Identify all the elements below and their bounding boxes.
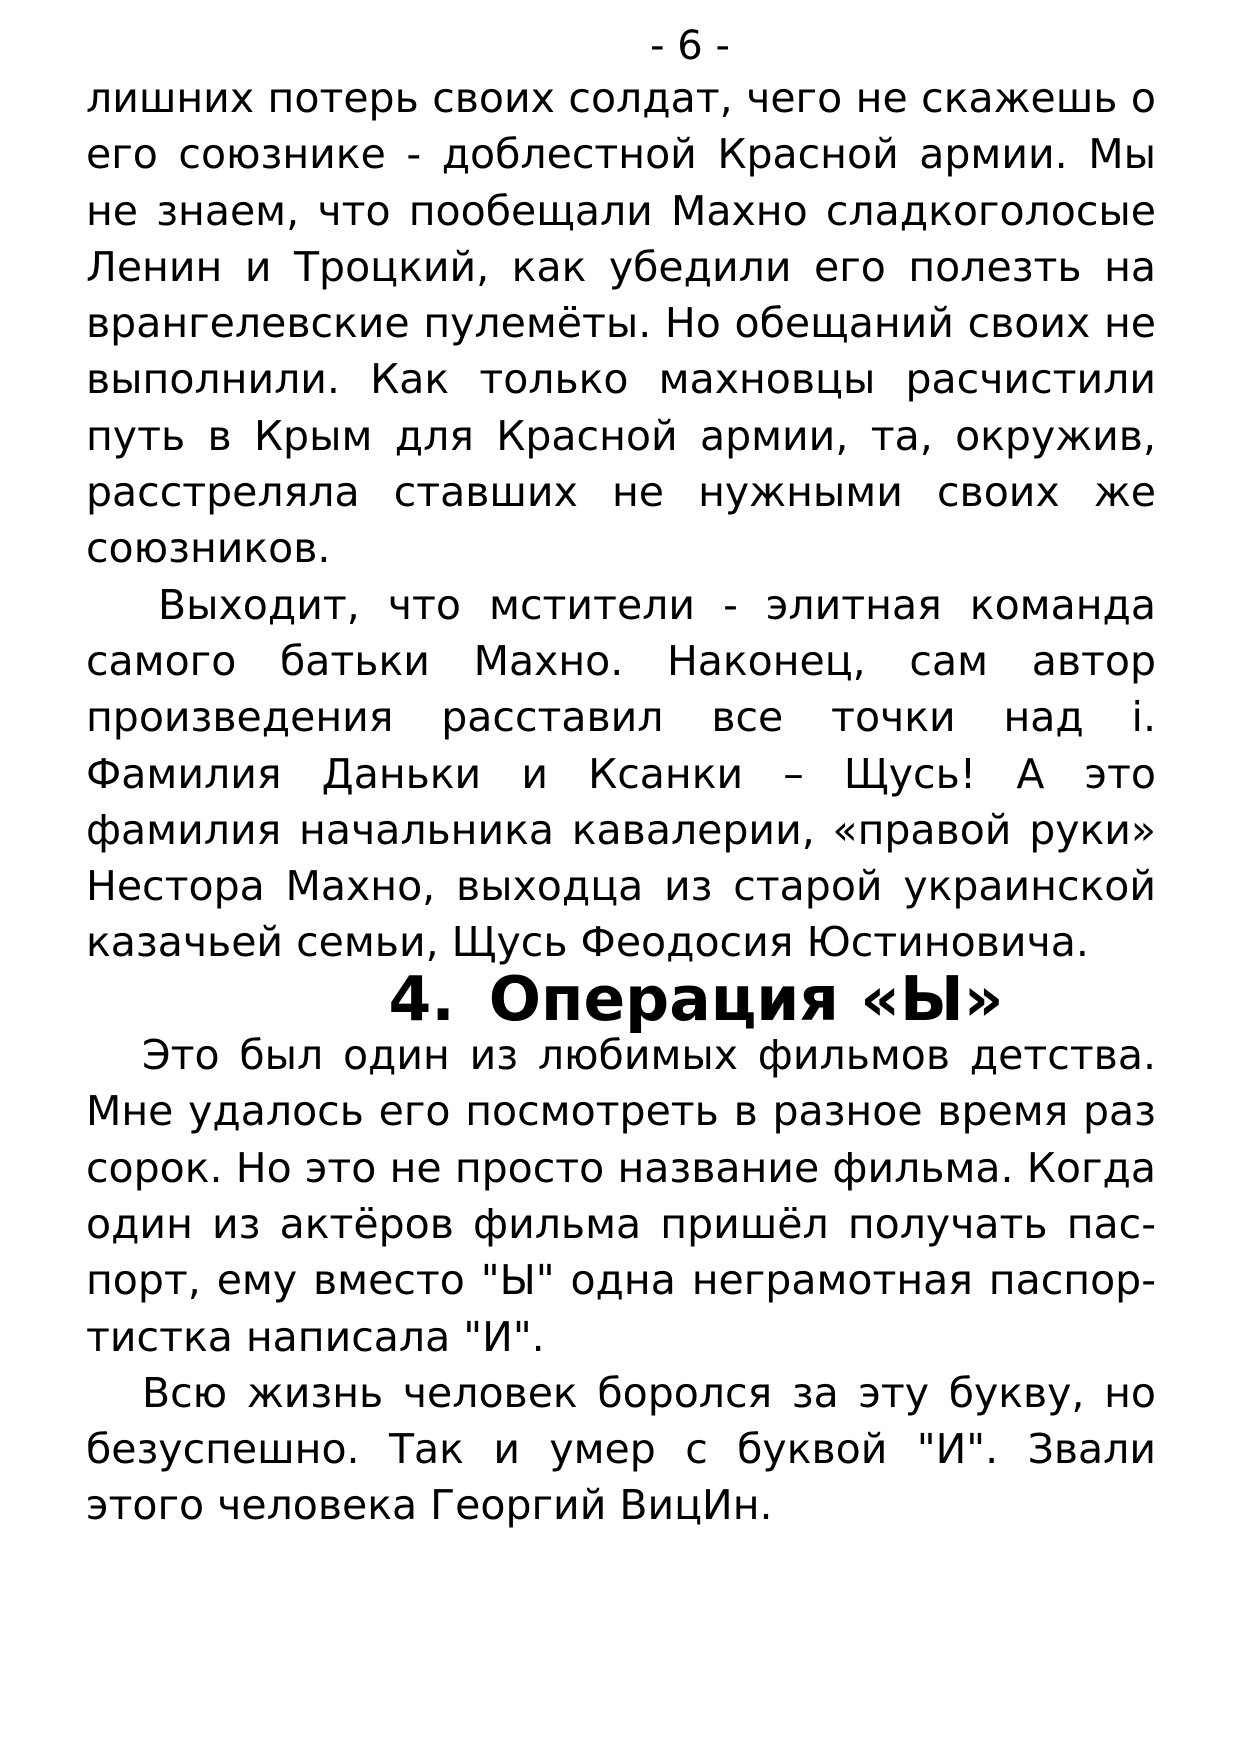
paragraph-avengers: Выходит, что мстители - элитная команда самого батьки Махно. Наконец, сам автор произведения расставил все точки над і. Фамилия Даньки и Ксанки – Щусь! А это фамилия начальника кавалерии, «правой руки» Нестора Махно, выходца из старой украинской казачьей семьи, Щусь Феодосия Юстиновича. xyxy=(86,580,1156,967)
section-heading xyxy=(86,962,1156,1035)
paragraph-vitsin: Всю жизнь человек боролся за эту букву, но безуспешно. Так и умер с буквой "И". Звали этого человека Георгий ВицИн. xyxy=(86,1368,1156,1530)
page-number: - 6 - xyxy=(650,23,730,69)
section-title: Операция «Ы» xyxy=(488,962,1004,1035)
paragraph-continued: лишних потерь своих солдат, чего не скажешь о его союзнике - доблестной Красной армии. Мы не знаем, что пообещали Махно сладкоголосые Ленин и Троцкий, как убедили его полезть на врангелевские пулемёты. Но обещаний своих не выполнили. Как только махновцы расчистили путь в Крым для Красной армии, та, окружив, расстреляла ставших не нужными своих же союзников. xyxy=(86,74,1156,573)
section-number: 4. xyxy=(388,962,455,1035)
paragraph-film: Это был один из любимых фильмов детства. Мне удалось его посмотреть в разное время раз сорок. Но это не просто название фильма. Когда один из актёров фильма пришёл получать паспорт, ему вместо "Ы" одна неграмотная паспортистка написала "И". xyxy=(86,1031,1156,1361)
document-body xyxy=(86,70,1156,1534)
